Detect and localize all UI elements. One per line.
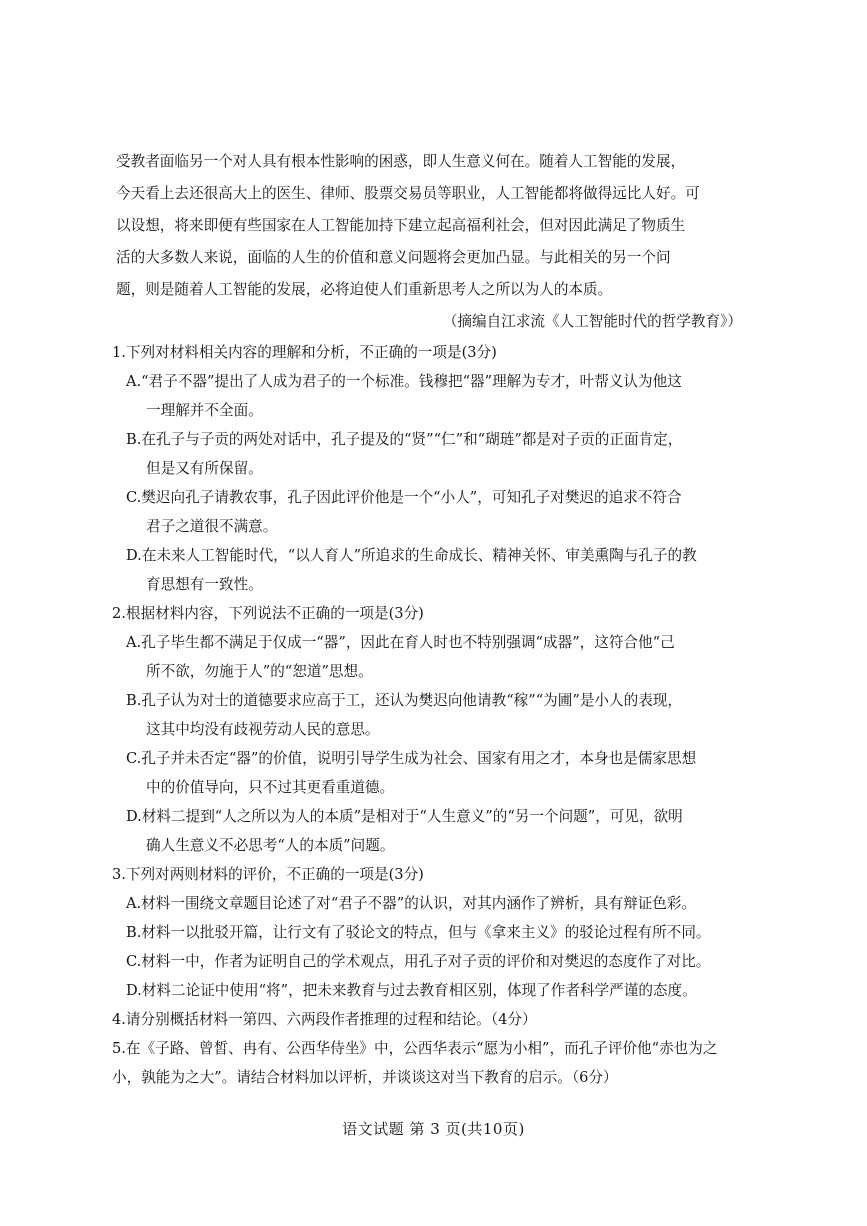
page-content bbox=[112, 146, 752, 1092]
page-footer: 语文试题 第 3 页(共10页) bbox=[342, 1120, 525, 1138]
option-line: 确人生意义不必思考“人的本质”问题。 bbox=[146, 837, 395, 854]
option-line: A.“君子不器”提出了人成为君子的一个标准。钱穆把“器”理解为专才，叶帮义认为他这 bbox=[126, 373, 682, 390]
option-b bbox=[126, 425, 752, 483]
passage-line: 题，则是随着人工智能的发展，必将迫使人们重新思考人之所以为人的本质。 bbox=[116, 281, 613, 298]
question-stem: 5.在《子路、曾皙、冉有、公西华侍坐》中，公西华表示“愿为小相”，而孔子评价他“赤也为之 bbox=[112, 1040, 718, 1057]
option-line: 一理解并不全面。 bbox=[146, 402, 263, 419]
option-d bbox=[126, 541, 752, 599]
option-line: C.材料一中，作者为证明自己的学术观点，用孔子对子贡的评价和对樊迟的态度作了对比。 bbox=[126, 953, 711, 970]
option-d bbox=[126, 802, 752, 860]
option-line: D.材料二提到“人之所以为人的本质”是相对于“人生意义”的“另一个问题”，可见，欲明 bbox=[126, 808, 683, 825]
option-line: 中的价值导向，只不过其更看重道德。 bbox=[146, 779, 395, 796]
option-line: B.孔子认为对士的道德要求应高于工，还认为樊迟向他请教“稼”“为圃”是小人的表现， bbox=[126, 692, 682, 709]
question-3 bbox=[112, 860, 752, 1005]
option-line: D.在未来人工智能时代，“以人育人”所追求的生命成长、精神关怀、审美熏陶与孔子的教 bbox=[126, 547, 697, 564]
question-4 bbox=[112, 1005, 752, 1034]
option-c bbox=[126, 483, 752, 541]
option-a bbox=[126, 628, 752, 686]
question-2 bbox=[112, 599, 752, 860]
option-line: B.材料一以批驳开篇，让行文有了驳论文的特点，但与《拿来主义》的驳论过程有所不同。 bbox=[126, 924, 711, 941]
option-b bbox=[126, 918, 752, 947]
option-line: 所不欲，勿施于人”的“恕道”思想。 bbox=[146, 663, 373, 680]
option-line: C.孔子并未否定“器”的价值，说明引导学生成为社会、国家有用之才，本身也是儒家思想 bbox=[126, 750, 697, 767]
question-1 bbox=[112, 338, 752, 599]
option-line: A.材料一围绕文章题目论述了对“君子不器”的认识，对其内涵作了辨析，具有辩证色彩。 bbox=[126, 895, 697, 912]
option-a bbox=[126, 889, 752, 918]
option-b bbox=[126, 686, 752, 744]
option-line: 这其中均没有歧视劳动人民的意思。 bbox=[146, 721, 380, 738]
passage-line: 受教者面临另一个对人具有根本性影响的困惑，即人生意义何在。随着人工智能的发展， bbox=[116, 153, 686, 170]
option-d bbox=[126, 976, 752, 1005]
option-a bbox=[126, 367, 752, 425]
passage-text bbox=[116, 146, 752, 306]
question-stem: 3.下列对两则材料的评价，不正确的一项是(3分) bbox=[112, 866, 424, 883]
passage-line: 活的大多数人来说，面临的人生的价值和意义问题将会更加凸显。与此相关的另一个问 bbox=[116, 249, 671, 266]
option-line: B.在孔子与子贡的两处对话中，孔子提及的“贤”“仁”和“瑚琏”都是对子贡的正面肯定， bbox=[126, 431, 683, 448]
question-5 bbox=[112, 1034, 752, 1092]
passage-line: 今天看上去还很高大上的医生、律师、股票交易员等职业，人工智能都将做得远比人好。可 bbox=[116, 185, 700, 202]
option-c bbox=[126, 947, 752, 976]
option-line: 育思想有一致性。 bbox=[146, 576, 263, 593]
question-stem-continued: 小，孰能为之大”。请结合材料加以评析，并谈谈这对当下教育的启示。（6分） bbox=[112, 1069, 618, 1086]
option-line: C.樊迟向孔子请教农事，孔子因此评价他是一个“小人”，可知孔子对樊迟的追求不符合 bbox=[126, 489, 682, 506]
option-line: A.孔子毕生都不满足于仅成一“器”，因此在育人时也不特别强调“成器”，这符合他“己 bbox=[126, 634, 675, 651]
option-line: 君子之道很不满意。 bbox=[146, 518, 278, 535]
question-stem: 2.根据材料内容，下列说法不正确的一项是(3分) bbox=[112, 605, 424, 622]
question-stem: 4.请分别概括材料一第四、六两段作者推理的过程和结论。（4分） bbox=[112, 1011, 537, 1028]
option-c bbox=[126, 744, 752, 802]
option-line: 但是又有所保留。 bbox=[146, 460, 263, 477]
passage-source: （摘编自江求流《人工智能时代的哲学教育》） bbox=[442, 313, 742, 330]
question-stem: 1.下列对材料相关内容的理解和分析，不正确的一项是(3分) bbox=[112, 344, 497, 361]
option-line: D.材料二论证中使用“将”，把未来教育与过去教育相区别，体现了作者科学严谨的态度。 bbox=[126, 982, 697, 999]
passage-line: 以设想，将来即便有些国家在人工智能加持下建立起高福利社会，但对因此满足了物质生 bbox=[116, 217, 686, 234]
